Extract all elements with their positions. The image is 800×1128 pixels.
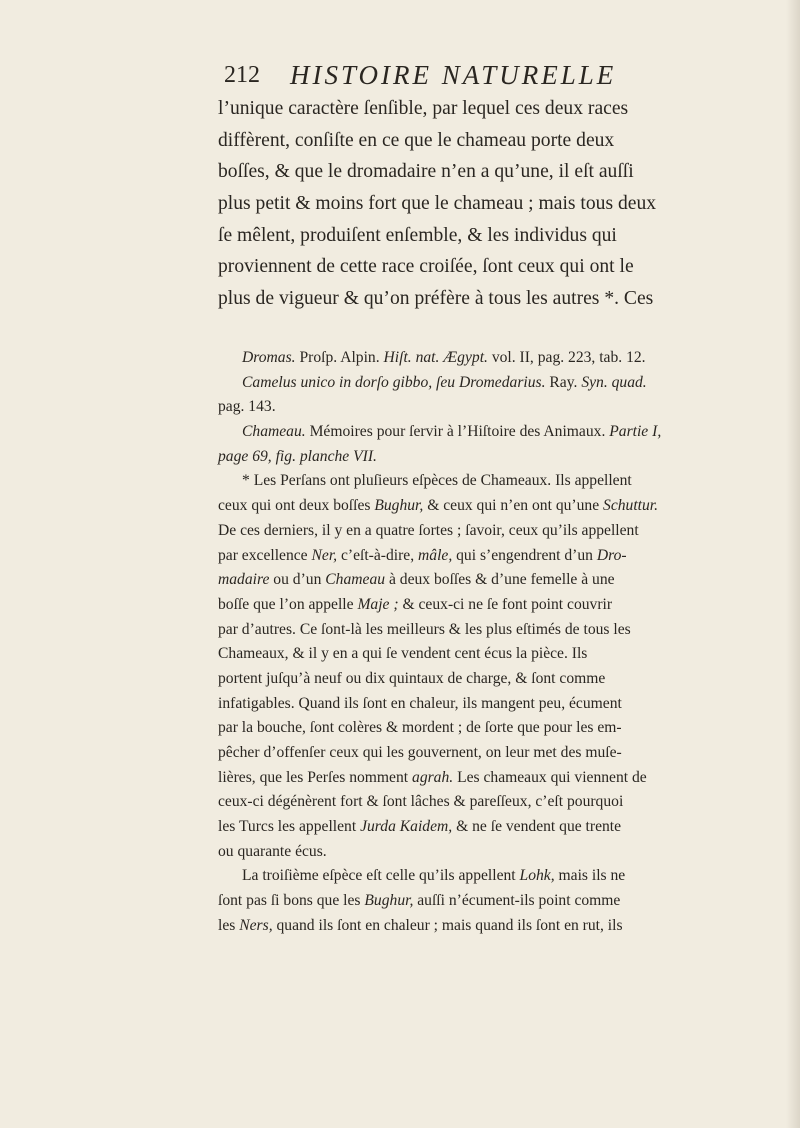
running-title: HISTOIRE NATURELLE (290, 60, 617, 90)
body-line: proviennent de cette race croiſée, ſont ceux qui ont le (218, 256, 634, 278)
reference-line: page 69, fig. planche VII. (218, 447, 377, 465)
body-line: plus de vigueur & qu’on préfère à tous les autres *. Ces (218, 288, 654, 310)
reference-line: pag. 143. (218, 398, 276, 416)
body-line: l’unique caractère ſenſible, par lequel ces deux races (218, 98, 629, 119)
reference-line: Camelus unico in dorſo gibbo, ſeu Dromedarius. Ray. Syn. quad. (242, 373, 647, 391)
footnote-line: * Les Perſans ont pluſieurs eſpèces de Chameaux. Ils appellent (242, 472, 632, 490)
footnote-line: par la bouche, ſont colères & mordent ; de ſorte que pour les em- (218, 719, 622, 737)
footnote-line: madaire ou d’un Chameau à deux boſſes & d’une femelle à une (218, 571, 615, 589)
footnote-line: les Ners, quand ils ſont en chaleur ; mais quand ils ſont en rut, ils (218, 916, 623, 934)
body-line: boſſes, & que le dromadaire n’en a qu’une, il eſt auſſi (218, 161, 634, 183)
body-line: diffèrent, conſiſte en ce que le chameau porte deux (218, 129, 615, 151)
footnote-line: portent juſqu’à neuf ou dix quintaux de charge, & ſont comme (218, 669, 606, 687)
footnote-line: lières, que les Perſes nomment agrah. Les chameaux qui viennent de (218, 768, 647, 786)
footnote-line: les Turcs les appellent Jurda Kaidem, & ne ſe vendent que trente (218, 818, 622, 836)
footnotes (218, 346, 668, 939)
footnote-line: par excellence Ner, c’eſt-à-dire, mâle, qui s’engendrent d’un Dro- (218, 546, 627, 564)
footnote-line: ſont pas ſi bons que les Bughur, auſſi n’écument-ils point comme (218, 892, 621, 910)
main-paragraph (218, 93, 663, 315)
footnote-line: pêcher d’offenſer ceux qui les gouvernent, on leur met des muſe- (218, 744, 622, 761)
footnote-line: ceux qui ont deux boſſes Bughur, & ceux qui n’en ont qu’une Schuttur. (218, 497, 659, 515)
footnote-line: Chameaux, & il y en a qui ſe vendent cent écus la pièce. Ils (218, 645, 588, 663)
reference-line: Chameau. Mémoires pour ſervir à l’Hiſtoire des Animaux. Partie I, (242, 423, 662, 441)
body-line: ſe mêlent, produiſent enſemble, & les individus qui (218, 224, 617, 246)
page-edge-shadow (786, 0, 800, 1128)
page-number: 212 (224, 62, 260, 88)
footnote-line: ceux-ci dégénèrent fort & ſont lâches & pareſſeux, c’eſt pourquoi (218, 793, 624, 811)
body-line: plus petit & moins fort que le chameau ; mais tous deux (218, 193, 657, 215)
footnote-line: boſſe que l’on appelle Maje ; & ceux-ci ne ſe font point couvrir (218, 595, 613, 613)
footnote-line: La troiſième eſpèce eſt celle qu’ils appellent Lohk, mais ils ne (242, 867, 626, 885)
footnote-line: par d’autres. Ce ſont-là les meilleurs & les plus eſtimés de tous les (218, 620, 631, 638)
page-header (224, 60, 664, 94)
footnote-line: ou quarante écus. (218, 842, 327, 860)
footnote-line: De ces derniers, il y en a quatre ſortes ; ſavoir, ceux qu’ils appellent (218, 521, 639, 539)
footnote-line: infatigables. Quand ils ſont en chaleur, ils mangent peu, écument (218, 694, 622, 712)
reference-line: Dromas. Proſp. Alpin. Hiſt. nat. Ægypt. vol. II, pag. 223, tab. 12. (242, 349, 646, 366)
